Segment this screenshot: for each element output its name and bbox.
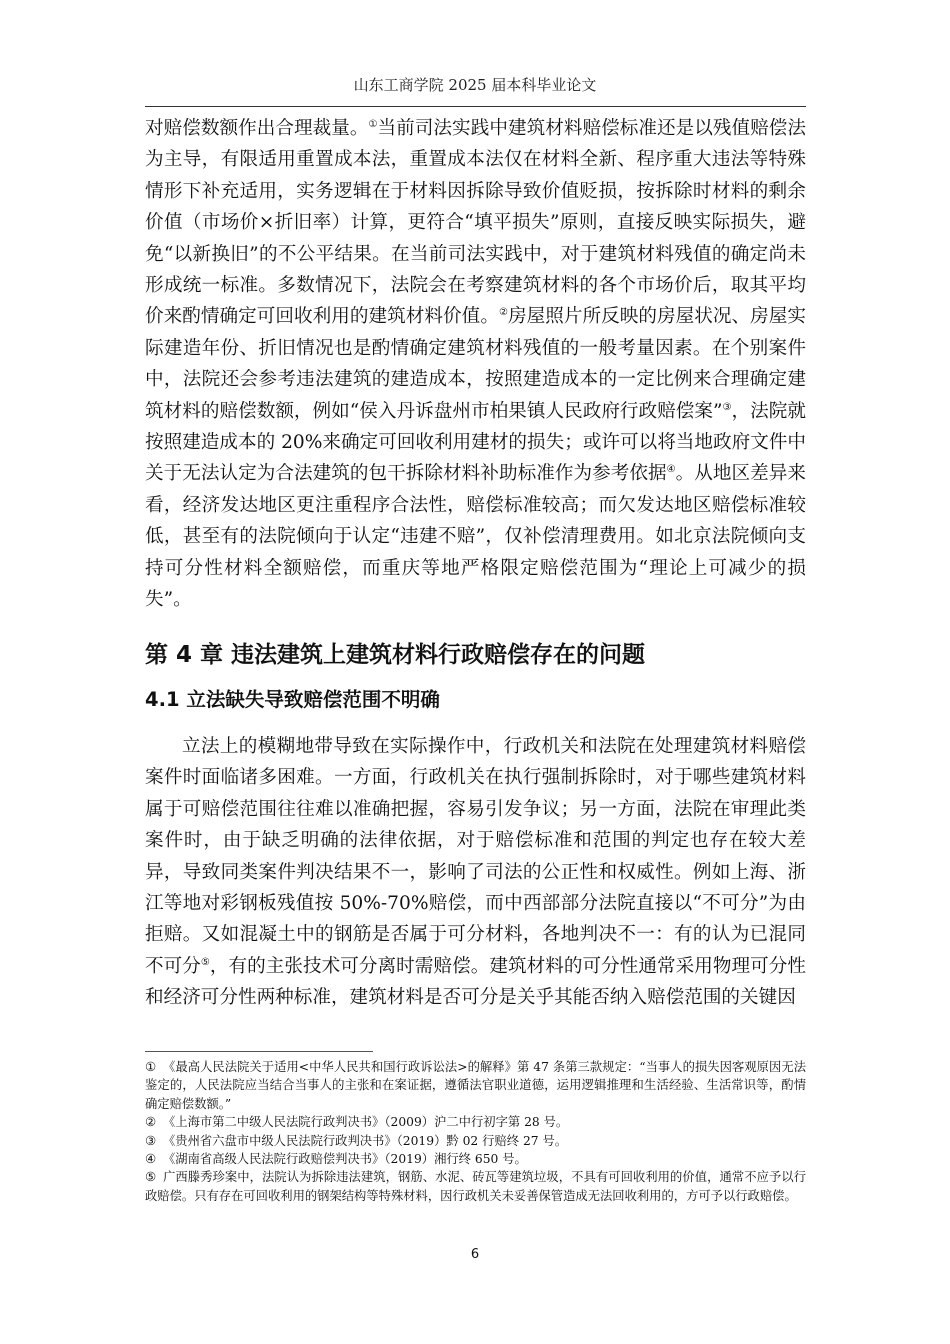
footnote-text: 《上海市第二中级人民法院行政判决书》（2009）沪二中行初字第 28 号。 bbox=[163, 1115, 569, 1130]
footnote-text: 《最高人民法院关于适用<中华人民共和国行政诉讼法>的解释》第 47 条第三款规定：“当事人的损失因客观原因无法鉴定的，人民法院应当结合当事人的主张和在案证据，遵循法官职业道德，运用逻辑推理和生活经验、生活常识等，酌情确定赔偿数额。” bbox=[145, 1060, 806, 1111]
chapter-heading: 第 4 章 违法建筑上建筑材料行政赔偿存在的问题 bbox=[145, 642, 646, 668]
footnote-5 bbox=[145, 1168, 806, 1205]
footnotes-section bbox=[145, 1058, 806, 1205]
footnote-2 bbox=[145, 1113, 806, 1131]
footnote-ref-2[interactable]: ② bbox=[498, 307, 508, 319]
footnote-mark: ① bbox=[145, 1060, 157, 1074]
paragraph-text: 对赔偿数额作出合理裁量。 bbox=[145, 118, 369, 139]
footnote-text: 广西滕秀珍案中，法院认为拆除违法建筑，钢筋、水泥、砖瓦等建筑垃圾，不具有可回收利用的价值，通常不应予以行政赔偿。只有存在可回收利用的钢架结构等特殊材料，因行政机关未妥善保管造成无法回收利用的，方可予以行政赔偿。 bbox=[145, 1170, 806, 1203]
footnote-3 bbox=[145, 1132, 806, 1150]
paragraph-text: 。从地区差异来看，经济发达地区更注重程序合法性，赔偿标准较高；而欠发达地区赔偿标准较低，甚至有的法院倾向于认定“违建不赔”，仅补偿清理费用。如北京法院倾向支持可分性材料全额赔偿，而重庆等地严格限定赔偿范围为“理论上可减少的损失”。 bbox=[145, 463, 806, 611]
footnote-mark: ⑤ bbox=[145, 1170, 157, 1185]
footnote-mark: ③ bbox=[145, 1133, 157, 1148]
body-paragraph-1 bbox=[145, 113, 806, 616]
footnote-mark: ② bbox=[145, 1115, 157, 1130]
footnote-ref-5[interactable]: ⑤ bbox=[200, 956, 210, 968]
running-header: 山东工商学院 2025 届本科毕业论文 bbox=[353, 76, 597, 94]
footnote-4 bbox=[145, 1150, 806, 1168]
footnote-divider bbox=[145, 1051, 373, 1052]
paragraph-text: 立法上的模糊地带导致在实际操作中，行政机关和法院在处理建筑材料赔偿案件时面临诸多困难。一方面，行政机关在执行强制拆除时，对于哪些建筑材料属于可赔偿范围往往难以准确把握，容易引发争议；另一方面，法院在审理此类案件时，由于缺乏明确的法律依据，对于赔偿标准和范围的判定也存在较大差异，导致同类案件判决结果不一，影响了司法的公正性和权威性。例如上海、浙江等地对彩钢板残值按 50%-70%赔偿，而中西部部分法院直接以“不可分”为由拒赔。又如混凝土中的钢筋是否属于可分材料，各地判决不一：有的认为已混同不可分 bbox=[145, 736, 806, 977]
paragraph-text: 当前司法实践中建筑材料赔偿标准还是以残值赔偿法为主导，有限适用重置成本法，重置成本法仅在材料全新、程序重大违法等特殊情形下补充适用，实务逻辑在于材料因拆除导致价值贬损，按拆除时材料的剩余价值（市场价×折旧率）计算，更符合“填平损失”原则，直接反映实际损失，避免“以新换旧”的不公平结果。在当前司法实践中，对于建筑材料残值的确定尚未形成统一标准。多数情况下，法院会在考察建筑材料的各个市场价后，取其平均价来酌情确定可回收利用的建筑材料价值。 bbox=[145, 118, 806, 328]
footnote-1 bbox=[145, 1058, 806, 1113]
body-paragraph-2 bbox=[145, 731, 806, 1014]
section-heading: 4.1 立法缺失导致赔偿范围不明确 bbox=[145, 688, 440, 711]
paragraph-text: 房屋照片所反映的房屋状况、房屋实际建造年份、折旧情况也是酌情确定建筑材料残值的一般考量因素。在个别案件中，法院还会参考违法建筑的建造成本，按照建造成本的一定比例来合理确定建筑材料的赔偿数额，例如“侯入丹诉盘州市柏果镇人民政府行政赔偿案” bbox=[145, 306, 806, 422]
footnote-text: 《贵州省六盘市中级人民法院行政判决书》（2019）黔 02 行赔终 27 号。 bbox=[163, 1133, 568, 1148]
header-divider bbox=[145, 106, 806, 107]
footnote-text: 《湖南省高级人民法院行政赔偿判决书》（2019）湘行终 650 号。 bbox=[163, 1152, 527, 1167]
page-number: 6 bbox=[470, 1247, 480, 1262]
footnote-ref-4[interactable]: ④ bbox=[666, 464, 676, 476]
footnote-ref-3[interactable]: ③ bbox=[722, 401, 732, 413]
footnote-mark: ④ bbox=[145, 1152, 157, 1167]
paragraph-text: ，有的主张技术可分离时需赔偿。建筑材料的可分性通常采用物理可分性和经济可分性两种标准，建筑材料是否可分是关乎其能否纳入赔偿范围的关键因 bbox=[145, 955, 806, 1009]
paragraph-text: ，法院就按照建造成本的 20%来确定可回收利用建材的损失；或许可以将当地政府文件中关于无法认定为合法建筑的包干拆除材料补助标准作为参考依据 bbox=[145, 400, 806, 485]
footnote-ref-1[interactable]: ① bbox=[368, 118, 378, 130]
